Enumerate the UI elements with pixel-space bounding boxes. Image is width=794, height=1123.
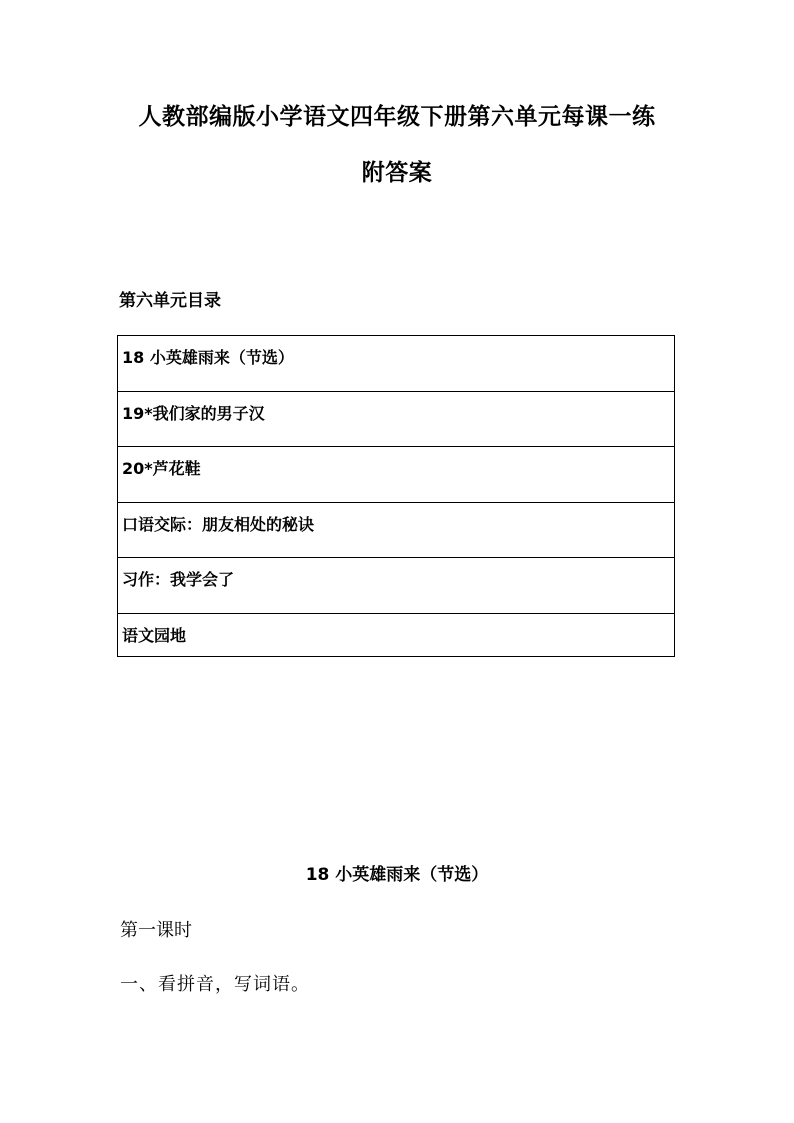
lesson-title: 18 小英雄雨来（节选） — [305, 865, 489, 885]
toc-item-lesson-19: 19*我们家的男子汉 — [118, 392, 674, 448]
exercise-heading: 一、看拼音，写词语。 — [120, 974, 310, 995]
toc-item-lesson-18: 18 小英雄雨来（节选） — [118, 336, 674, 392]
session-label: 第一课时 — [120, 920, 192, 941]
toc-item-lesson-20: 20*芦花鞋 — [118, 447, 674, 503]
toc-item-language-garden: 语文园地 — [122, 625, 187, 645]
toc-item-writing: 习作：我学会了 — [118, 558, 674, 614]
toc-heading: 第六单元目录 — [119, 291, 221, 311]
document-subtitle: 附答案 — [361, 159, 433, 186]
toc-item-oral-communication: 口语交际：朋友相处的秘诀 — [118, 503, 674, 559]
toc-table — [117, 335, 675, 657]
document-title: 人教部编版小学语文四年级下册第六单元每课一练 — [138, 103, 656, 130]
